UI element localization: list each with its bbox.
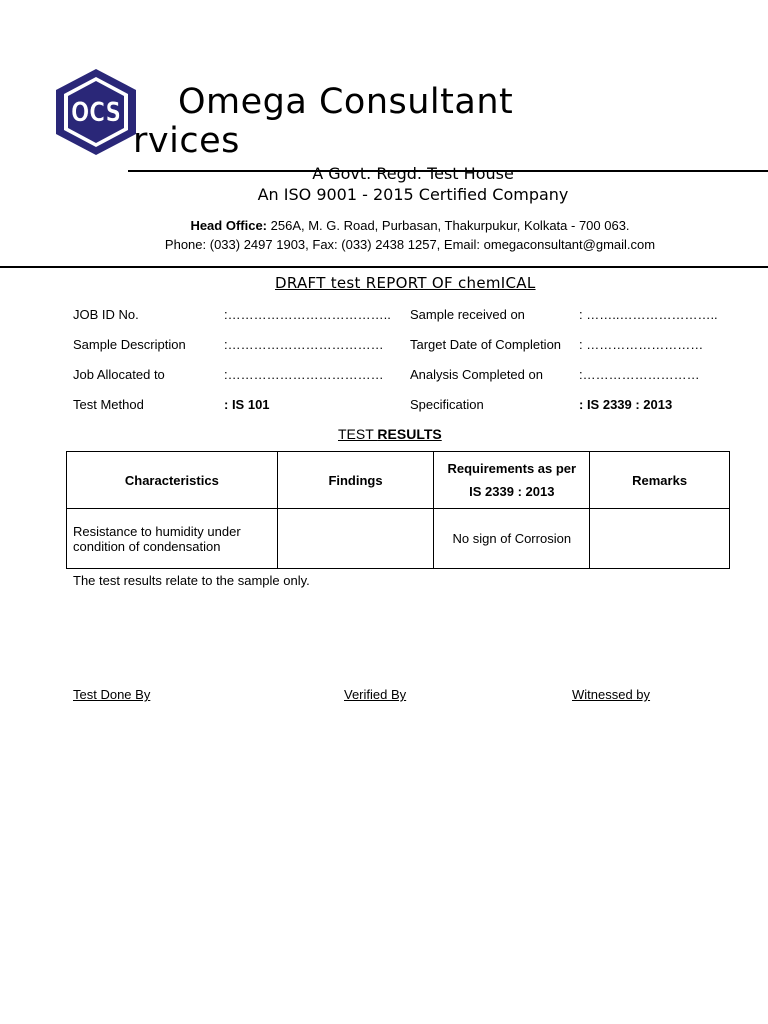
field-label-job-allocated: Job Allocated to (73, 367, 165, 382)
header-requirements (434, 452, 590, 509)
cell-requirement: No sign of Corrosion (434, 509, 590, 569)
characteristic-line2: condition of condensation (73, 538, 221, 554)
results-title (338, 426, 442, 442)
company-name: Omega Consultant (178, 82, 514, 122)
signature-witnessed-by: Witnessed by (572, 687, 651, 702)
field-value-specification: : IS 2339 : 2013 (579, 397, 673, 412)
logo-text: OCS (71, 97, 121, 128)
signature-verified-by: Verified By (344, 687, 407, 702)
field-value-target-date: : ……………………… (579, 337, 704, 352)
field-label-sample-received: Sample received on (410, 307, 525, 322)
field-label-target-date: Target Date of Completion (410, 337, 562, 352)
company-logo-icon (52, 66, 140, 158)
cell-finding (277, 509, 434, 569)
head-office-label: Head Office: (190, 218, 268, 233)
table-row (67, 509, 730, 569)
header-bottom-divider (0, 266, 768, 268)
field-label-job-id: JOB ID No. (73, 307, 139, 322)
field-label-analysis-completed: Analysis Completed on (410, 367, 543, 382)
results-table (66, 451, 730, 569)
table-header-row (67, 452, 730, 509)
header-findings: Findings (277, 452, 434, 509)
results-title-prefix: TEST (338, 426, 378, 442)
field-value-analysis-completed: :……………………… (579, 367, 700, 382)
field-label-specification: Specification (410, 397, 484, 412)
field-label-test-method: Test Method (73, 397, 144, 412)
header-characteristics: Characteristics (67, 452, 278, 509)
results-note: The test results relate to the sample only. (73, 573, 310, 588)
signature-test-done-by: Test Done By (73, 687, 151, 702)
field-value-job-allocated: :……………………………… (224, 367, 384, 382)
header-remarks: Remarks (590, 452, 730, 509)
tagline-iso: An ISO 9001 - 2015 Certified Company (257, 185, 569, 204)
company-name-continued: rvices (133, 121, 240, 161)
field-value-job-id: :……………………………….. (224, 307, 391, 322)
field-label-sample-description: Sample Description (73, 337, 186, 352)
contact-details: Phone: (033) 2497 1903, Fax: (033) 2438 1257, Email: omegaconsultant@gmail.com (164, 237, 656, 252)
header-requirements-line1: Requirements as per (447, 461, 577, 476)
results-title-bold: RESULTS (377, 426, 442, 442)
characteristic-line1: Resistance to humidity under (73, 523, 241, 539)
field-value-test-method: : IS 101 (224, 397, 270, 412)
cell-characteristic (67, 509, 278, 569)
cell-remarks (590, 509, 730, 569)
report-title: DRAFT test REPORT OF chemICAL (275, 274, 536, 292)
field-value-sample-received: : ……..………………….. (579, 307, 718, 322)
address-text: 256A, M. G. Road, Purbasan, Thakurpukur, Kolkata - 700 063. (267, 218, 630, 233)
header-requirements-line2: IS 2339 : 2013 (469, 484, 555, 499)
head-office-address (0, 218, 768, 233)
field-value-sample-description: :……………………………… (224, 337, 384, 352)
tagline-govt: A Govt. Regd. Test House (312, 164, 514, 183)
